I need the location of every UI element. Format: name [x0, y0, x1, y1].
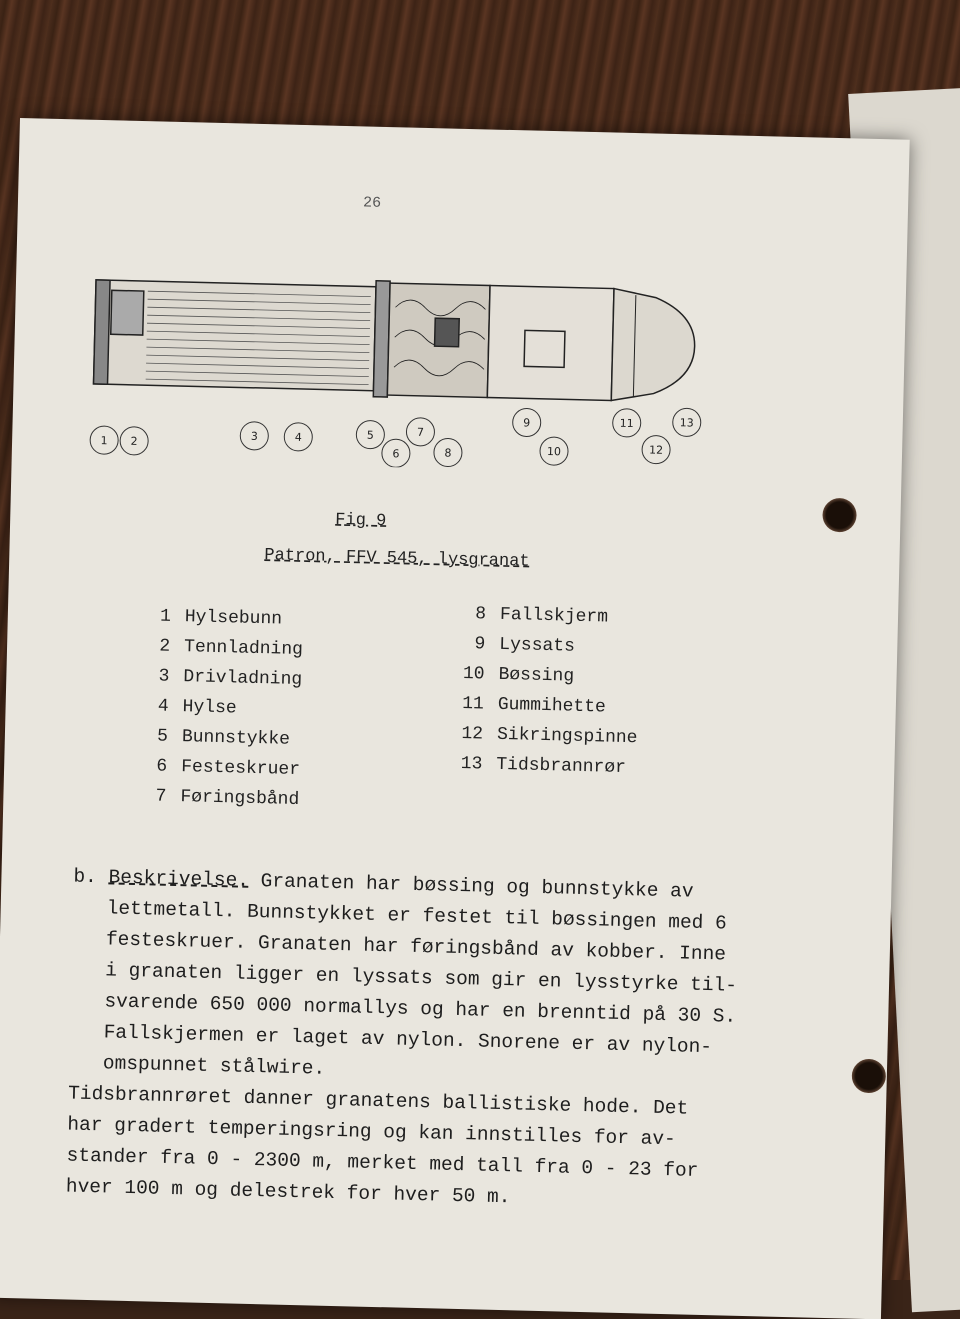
callout-number: 6 [392, 447, 400, 461]
legend-number: 13 [460, 753, 483, 775]
text-line: lettmetall. Bunnstykket er festet til bøssingen med 6 [106, 897, 728, 935]
text-line: stander fra 0 - 2300 m, merket med tall fra 0 - 23 for [66, 1144, 699, 1182]
legend-number: 10 [462, 663, 485, 685]
callout-number: 12 [648, 443, 664, 457]
primer-charge-shape [111, 290, 144, 335]
legend-number: 11 [461, 693, 485, 715]
legend-label: Fallskjerm [499, 604, 609, 628]
page-number: 26 [362, 194, 382, 212]
section-marker: b. [73, 865, 98, 889]
legend-number: 2 [159, 636, 171, 657]
callout-number: 5 [366, 428, 375, 442]
legend-row [140, 691, 302, 725]
legend-left-column [138, 601, 304, 815]
legend-number: 5 [156, 726, 169, 747]
punch-hole [851, 1059, 886, 1094]
legend-row [142, 601, 304, 635]
legend-number: 6 [156, 756, 168, 777]
legend-row [138, 781, 300, 815]
text-line: har gradert temperingsring og kan innstilles for av- [67, 1113, 677, 1151]
legend-label: Føringsbånd [180, 787, 300, 811]
legend-row [457, 629, 640, 663]
legend-row [142, 631, 304, 665]
text-line: omspunnet stålwire. [102, 1052, 326, 1080]
text-line: Fallskjermen er laget av nylon. Snorene er av nylon- [103, 1021, 713, 1059]
text-line: i granaten ligger en lyssats som gir en lysstyrke til- [104, 959, 738, 997]
legend-label: Lyssats [499, 634, 576, 657]
document-page [0, 118, 910, 1319]
legend-number: 4 [157, 696, 169, 717]
figure-caption: Patron, FFV 545, lysgranat [264, 546, 530, 572]
callout-number: 8 [444, 446, 452, 460]
legend-row [140, 721, 302, 755]
legend-number: 8 [474, 604, 487, 625]
callout-number: 10 [546, 444, 562, 459]
callout-labels [90, 394, 701, 475]
legend-row [456, 659, 639, 693]
text-line: festeskruer. Granaten har føringsbånd av kobber. Inne [105, 928, 727, 966]
legend-label: Hylsebunn [184, 607, 283, 630]
legend-label: Bunnstykke [181, 727, 291, 750]
text-line: hver 100 m og delestrek for hver 50 m. [65, 1175, 511, 1209]
case-base-shape [94, 280, 111, 384]
time-fuze-nose-shape [611, 289, 696, 403]
callout-number: 13 [679, 416, 694, 430]
text-line: svarende 650 000 normallys og har en brenntid på 30 S. [104, 990, 737, 1028]
callout-number: 9 [523, 416, 531, 430]
text-line-content: Granaten har bøssing og bunnstykke av [260, 870, 694, 903]
figure-title: Fig 9 [335, 510, 387, 532]
description-section [66, 862, 834, 1221]
legend-row [454, 749, 637, 783]
legend-label: Bøssing [498, 664, 575, 687]
legend-row [141, 661, 303, 695]
legend-number: 1 [159, 606, 172, 627]
swivel-shape [435, 318, 460, 347]
legend-number: 12 [461, 723, 484, 745]
callout-number: 4 [294, 430, 302, 444]
legend-number: 3 [158, 666, 170, 687]
legend-number: 9 [474, 634, 486, 655]
legend-label: Hylse [182, 697, 237, 719]
legend-label: Drivladning [183, 667, 303, 691]
cartridge-cutaway-diagram [82, 260, 707, 475]
section-heading: Beskrivelse. [108, 866, 250, 892]
punch-hole [822, 498, 857, 533]
legend-label: Tennladning [183, 637, 304, 661]
legend-label: Sikringspinne [496, 724, 638, 749]
legend-row [455, 689, 638, 723]
callout-number: 2 [130, 434, 138, 448]
legend-label: Festeskruer [180, 757, 301, 781]
legend-number: 7 [155, 786, 167, 807]
legend-row [139, 751, 301, 785]
callout-number: 7 [416, 425, 425, 439]
callout-number: 11 [619, 416, 634, 431]
text-line: Tidsbrannrøret danner granatens ballistiske hode. Det [67, 1082, 689, 1120]
legend-label: Gummihette [497, 694, 607, 718]
illuminant-body-shape [487, 286, 614, 401]
legend-right-column [454, 599, 641, 783]
callout-number: 1 [100, 434, 108, 448]
legend-row [458, 599, 641, 633]
legend-row [455, 719, 638, 753]
callout-number: 3 [250, 429, 258, 443]
legend-label: Tidsbrannrør [496, 754, 627, 778]
